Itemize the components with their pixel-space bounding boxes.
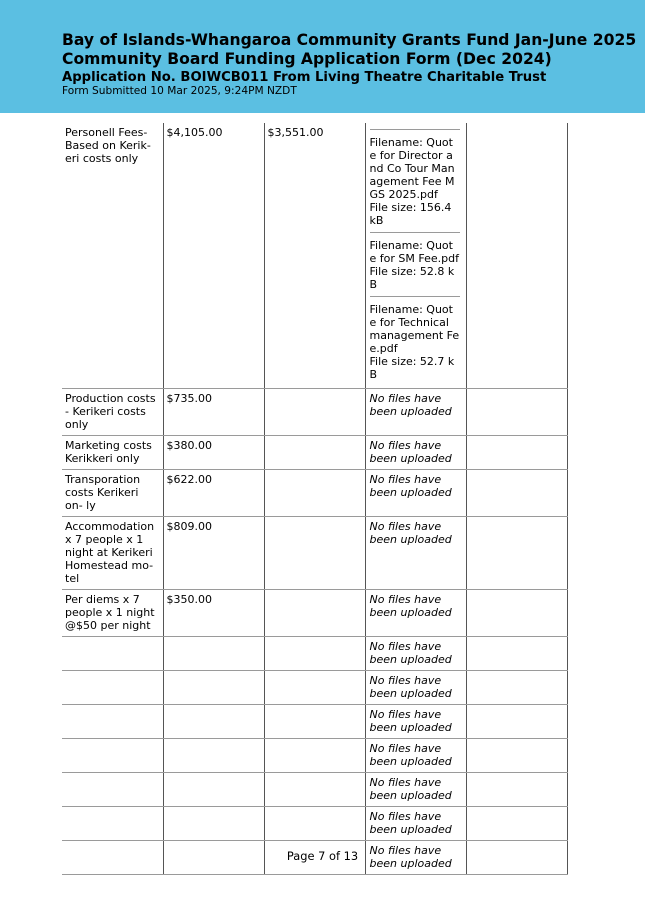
item-notes xyxy=(466,389,567,436)
item-files xyxy=(365,123,466,389)
item-requested xyxy=(264,590,365,637)
item-requested xyxy=(264,436,365,470)
page-header xyxy=(0,0,645,113)
file-attachment xyxy=(370,129,460,230)
file-size: File size: 52.7 kB xyxy=(369,355,455,381)
no-files-message: No files have been uploaded xyxy=(369,776,452,802)
item-notes xyxy=(466,470,567,517)
item-description: Personell Fees- Based on Kerik- eri costs only xyxy=(62,123,163,389)
item-amount: $735.00 xyxy=(163,389,264,436)
table-row xyxy=(62,739,567,773)
file-name: Filename: Quote for Technical management Fee.pdf xyxy=(369,303,460,355)
item-files xyxy=(365,590,466,637)
table-row xyxy=(62,705,567,739)
item-description xyxy=(62,671,163,705)
file-name: Filename: Quote for Director and Co Tour Management Fee MGS 2025.pdf xyxy=(369,136,455,201)
item-notes xyxy=(466,517,567,590)
item-files xyxy=(365,637,466,671)
item-amount: $380.00 xyxy=(163,436,264,470)
item-files xyxy=(365,436,466,470)
no-files-message: No files have been uploaded xyxy=(369,844,452,870)
item-description: Per diems x 7 people x 1 night @$50 per night xyxy=(62,590,163,637)
item-description: Transporation costs Kerikeri on- ly xyxy=(62,470,163,517)
form-title-line-1: Bay of Islands-Whangaroa Community Grants Fund Jan-June 2025 xyxy=(62,31,637,49)
item-requested xyxy=(264,739,365,773)
file-size: File size: 156.4 kB xyxy=(369,201,452,227)
submitted-timestamp: Form Submitted 10 Mar 2025, 9:24PM NZDT xyxy=(62,85,297,97)
item-amount: $350.00 xyxy=(163,590,264,637)
item-description: Production costs - Kerikeri costs only xyxy=(62,389,163,436)
item-description: Marketing costs Kerikkeri only xyxy=(62,436,163,470)
item-amount xyxy=(163,705,264,739)
no-files-message: No files have been uploaded xyxy=(369,593,452,619)
table-row xyxy=(62,773,567,807)
table-row xyxy=(62,637,567,671)
item-requested xyxy=(264,807,365,841)
item-requested xyxy=(264,389,365,436)
application-number: Application No. BOIWCB011 From Living Theatre Charitable Trust xyxy=(62,70,547,85)
item-amount xyxy=(163,773,264,807)
item-requested: $3,551.00 xyxy=(264,123,365,389)
item-amount xyxy=(163,637,264,671)
item-notes xyxy=(466,739,567,773)
table-row xyxy=(62,807,567,841)
item-notes xyxy=(466,637,567,671)
item-files xyxy=(365,705,466,739)
item-amount xyxy=(163,671,264,705)
item-description xyxy=(62,773,163,807)
item-requested xyxy=(264,773,365,807)
item-amount xyxy=(163,807,264,841)
budget-table-body xyxy=(62,123,567,875)
item-notes xyxy=(466,773,567,807)
item-description xyxy=(62,739,163,773)
table-row xyxy=(62,436,567,470)
no-files-message: No files have been uploaded xyxy=(369,708,452,734)
no-files-message: No files have been uploaded xyxy=(369,674,452,700)
item-amount: $809.00 xyxy=(163,517,264,590)
item-files xyxy=(365,807,466,841)
table-row xyxy=(62,671,567,705)
file-size: File size: 52.8 kB xyxy=(369,265,455,291)
item-files xyxy=(365,671,466,705)
item-files xyxy=(365,517,466,590)
item-notes xyxy=(466,123,567,389)
file-attachment xyxy=(370,232,460,294)
item-description xyxy=(62,637,163,671)
item-notes xyxy=(466,705,567,739)
table-row xyxy=(62,517,567,590)
table-row xyxy=(62,590,567,637)
item-description: Accommodation x 7 people x 1 night at Kerikeri Homestead mo- tel xyxy=(62,517,163,590)
table-row xyxy=(62,389,567,436)
item-notes xyxy=(466,590,567,637)
table-row xyxy=(62,470,567,517)
no-files-message: No files have been uploaded xyxy=(369,810,452,836)
file-name: Filename: Quote for SM Fee.pdf xyxy=(369,239,459,265)
item-files xyxy=(365,739,466,773)
item-files xyxy=(365,470,466,517)
item-notes xyxy=(466,671,567,705)
item-files xyxy=(365,389,466,436)
item-description xyxy=(62,807,163,841)
file-attachment xyxy=(370,296,460,384)
no-files-message: No files have been uploaded xyxy=(369,520,452,546)
item-requested xyxy=(264,705,365,739)
item-amount: $622.00 xyxy=(163,470,264,517)
item-files xyxy=(365,773,466,807)
table-row xyxy=(62,123,567,389)
no-files-message: No files have been uploaded xyxy=(369,392,452,418)
page-number: Page 7 of 13 xyxy=(286,849,359,863)
budget-table xyxy=(62,123,568,875)
no-files-message: No files have been uploaded xyxy=(369,742,452,768)
no-files-message: No files have been uploaded xyxy=(369,640,452,666)
item-notes xyxy=(466,807,567,841)
no-files-message: No files have been uploaded xyxy=(369,439,452,465)
form-title-line-2: Community Board Funding Application Form (Dec 2024) xyxy=(62,50,552,68)
item-requested xyxy=(264,671,365,705)
item-requested xyxy=(264,470,365,517)
no-files-message: No files have been uploaded xyxy=(369,473,452,499)
item-description xyxy=(62,705,163,739)
item-notes xyxy=(466,436,567,470)
item-amount xyxy=(163,739,264,773)
item-amount: $4,105.00 xyxy=(163,123,264,389)
item-requested xyxy=(264,517,365,590)
item-requested xyxy=(264,637,365,671)
